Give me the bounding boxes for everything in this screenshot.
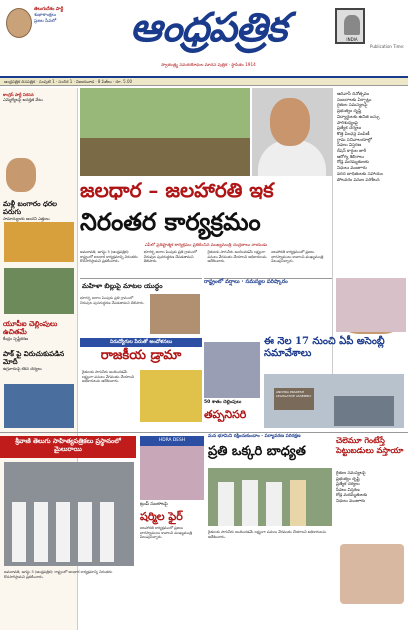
right-line: ప్రభుత్వం దృష్టి [337,109,362,115]
story9-line: రోడ్ల మరమ్మతులకు [336,492,368,498]
modi-photo [4,384,74,428]
story9-line: ప్రత్యేక చర్యలు [336,481,360,487]
person [218,482,234,526]
story9-line: నిధులు మంజూరు [336,497,366,503]
story7-kicker: ట్రంప్ సుంకాలపై [140,502,168,507]
story7-head: షర్మిల ఫైర్ [140,510,183,523]
stamp-portrait [344,15,360,35]
tv-label: HDRA DESH [140,436,204,446]
right-line: నిధులు మంజూరు [337,166,367,172]
right-line: ప్రత్యేక చర్యలు [337,126,362,132]
assembly-photo [264,374,404,428]
left-item [3,320,75,341]
tagline: స్వాతంత్ర్య సమరయోధుల మానస పుత్రిక · స్థాపితం 1914 [161,62,256,67]
upi-photo [4,268,74,314]
right-line: కొత్త పింఛన్ల పంపిణీ [337,131,370,137]
assembly-sign: ANDHRA PRADESH LEGISLATIVE ASSEMBLY [274,388,314,410]
story9-list [336,470,406,504]
story7-body: జలహారతి కార్యక్రమంలో ప్రజలు భాగస్వాములు కావాలని ముఖ్యమంత్రి పిలుపునిచ్చారు. [140,526,193,540]
story3-kicker: నిరుద్యోగుల పేరుతో అందోళనలు [80,338,202,347]
left-item-head: పాక్ పై విరుచుకుపడిన మోదీ [3,350,65,366]
left-item-body: ఉగ్రవాదంపై కఠిన చర్యలు [3,366,42,371]
right-line: పారిశుధ్యంపై [337,120,358,126]
woman-photo [336,278,406,332]
person [56,502,70,562]
story2-head: రాష్ట్రంలో వర్షాలు · సమస్యల పరిష్కారం [204,278,332,292]
left-item-head: యూపీఐ చెల్లింపులు ఉచితమే [3,320,58,336]
cm-photo [252,88,332,176]
dateline: ఆంధ్రపత్రిక దినపత్రిక · సంపుటి 1 · సంచిక 1 · విజయవాడ · 8 పేజీలు · రూ. 5.00 [0,78,408,86]
right-line: పోలవరం పనుల పరిశీలన [337,177,380,183]
story1-body: భూగర్భ జలాల పెంపుకు ప్రతి గ్రామంలో చెరువుల పునరుద్ధరణ చేపడతామని తెలిపారు. [80,296,145,305]
person [100,502,114,562]
left-photo [6,158,36,192]
story4-kicker: 50 శాతం చెల్లింపులు [204,400,242,405]
right-line: రేషన్ కార్డుల జారీ [337,149,367,155]
left-item [3,200,75,221]
story6-body: అమరావతి, ఆగస్టు 5 (ఆంధ్రపత్రిక): రాష్ట్రంలో జలధార కార్యక్రమాన్ని నిరంతరం కొనసాగిస్తామని ప్రకటించారు. [4,570,113,579]
person [12,502,26,562]
right-line: రైతుల సమస్యలపై [337,103,368,109]
left-item-body: కేంద్రం స్పష్టీకరణ [3,336,29,341]
right-list [337,92,407,183]
right-line: సంబరాలకు ఏర్పాట్లు [337,97,372,103]
lead-subline: ఎపీలో ప్రతిష్టాత్మక కార్యక్రమం ప్రకటించిన ముఖ్యమంత్రి చంద్రబాబు నాయుడు [144,242,268,247]
lead-headline: నిరంతర కార్యక్రమం [80,207,261,236]
right-line: ఆదివాసీ దినోత్సవం [337,92,370,97]
right-line: వరద బాధితులకు సహాయం [337,171,383,177]
assembly-building [334,396,394,426]
postage-stamp [335,8,365,44]
person [242,480,258,526]
ad-line: ప్రజల సేవలో [34,19,57,24]
story9-head: చెలెమూ గెంటేస్తే పెట్టుబడులు వస్తాయా [336,435,404,455]
environment-photo [208,468,332,526]
story4-head: తప్పనిసరి [204,408,247,421]
right-line: రోడ్ల మరమ్మతులకు [337,160,369,166]
portrait-photo [6,8,32,38]
story9-line: ప్రభుత్వం దృష్టి [336,475,360,481]
story3-head: రాజకీయ డ్రామా [100,348,182,363]
right-line: సేవలు విస్తరణ [337,143,362,149]
lead-body [80,250,332,276]
publication-time: Publication Time: [370,44,405,49]
story9-line: రైతుల సమస్యలపై [336,470,366,475]
person [78,502,92,562]
story3-body: రైతులకు సాగునీరు అందించడమే లక్ష్యంగా పనులు వేగవంతం చేయాలని అధికారులను ఆదేశించారు. [82,370,135,384]
field-photo [80,88,250,138]
lead-body-col: అమరావతి, ఆగస్టు 5 (ఆంధ్రపత్రిక): రాష్ట్రంలో జలధార కార్యక్రమాన్ని నిరంతరం కొనసాగిస్తామని ప్రకటించారు. [80,250,138,264]
story9-line: సేవలు విస్తరణ [336,486,360,492]
left-item-head: మళ్లీ బంగారం ధరల పరుగు [3,200,58,216]
person [266,482,282,526]
story1-photo [150,294,200,334]
right-line: గ్రామ సచివాలయాల్లో [337,137,372,143]
woman-photo-2 [340,544,404,604]
left-item [3,350,75,371]
story8-head: ప్రతి ఒక్కరి బాధ్యత [208,444,306,459]
right-line: ఆరోగ్య శిబిరాలు [337,154,364,160]
story6-head: శ్రీవాణి తెలుగు సాహిత్యపత్రికలు ప్రస్థానంలో మైలురాయి [0,436,136,458]
right-line: విద్యార్థులకు ఉచిత బస్సు [337,114,380,120]
story5-head: ఈ నెల 17 నుంచి ఏపీ అసెంబ్లీ సమావేశాలు [264,336,385,359]
left-item-head: కాంగ్రెస్ పార్టీ నిరసన [3,92,34,97]
story8-body: రైతులకు సాగునీరు అందించడమే లక్ష్యంగా పనులు వేగవంతం చేయాలని అధికారులను ఆదేశించారు. [208,530,326,539]
lead-body-col: రైతులకు సాగునీరు అందించడమే లక్ష్యంగా పనులు వేగవంతం చేయాలని అధికారులను ఆదేశించారు. [207,250,267,264]
lead-body-col: జలహారతి కార్యక్రమంలో ప్రజలు భాగస్వాములు కావాలని ముఖ్యమంత్రి పిలుపునిచ్చారు. [271,250,324,264]
sharmila-photo [140,436,204,500]
newspaper-title: ఆంధ్రపత్రిక [129,3,287,51]
masthead-ad-text [34,7,90,25]
divider [0,432,408,433]
left-item [3,92,75,102]
srivani-photo [4,462,134,566]
story8-kicker: మన భూమిని రక్షించుకుందాం · పర్యావరణ పరిరక్షణ [208,434,301,439]
gold-photo [4,222,74,262]
ad-line: తెలుగుదేశం పార్టీ [34,7,64,12]
left-item-body: ఎమ్మెల్యేలపై అనర్హత వేటు [3,97,43,103]
minister-photo [204,342,260,398]
person [290,480,306,526]
face [270,98,310,146]
lead-body-col: భూగర్భ జలాల పెంపుకు ప్రతి గ్రామంలో చెరువుల పునరుద్ధరణ చేపడతామని తెలిపారు. [143,250,197,264]
left-item-body: సామాన్యులకు అందని ఎత్తులు [3,216,50,221]
stamp-text: INDIA [346,37,358,42]
masthead [0,0,408,78]
person [34,502,48,562]
story1-head: మహిళా బిల్లుపై మాటల యుద్ధం [80,278,202,292]
lead-kicker: జలధార – జలహారతి ఇక [80,178,274,202]
politician-photo [140,370,202,422]
ad-line: శుభాకాంక్షలు [34,13,57,18]
